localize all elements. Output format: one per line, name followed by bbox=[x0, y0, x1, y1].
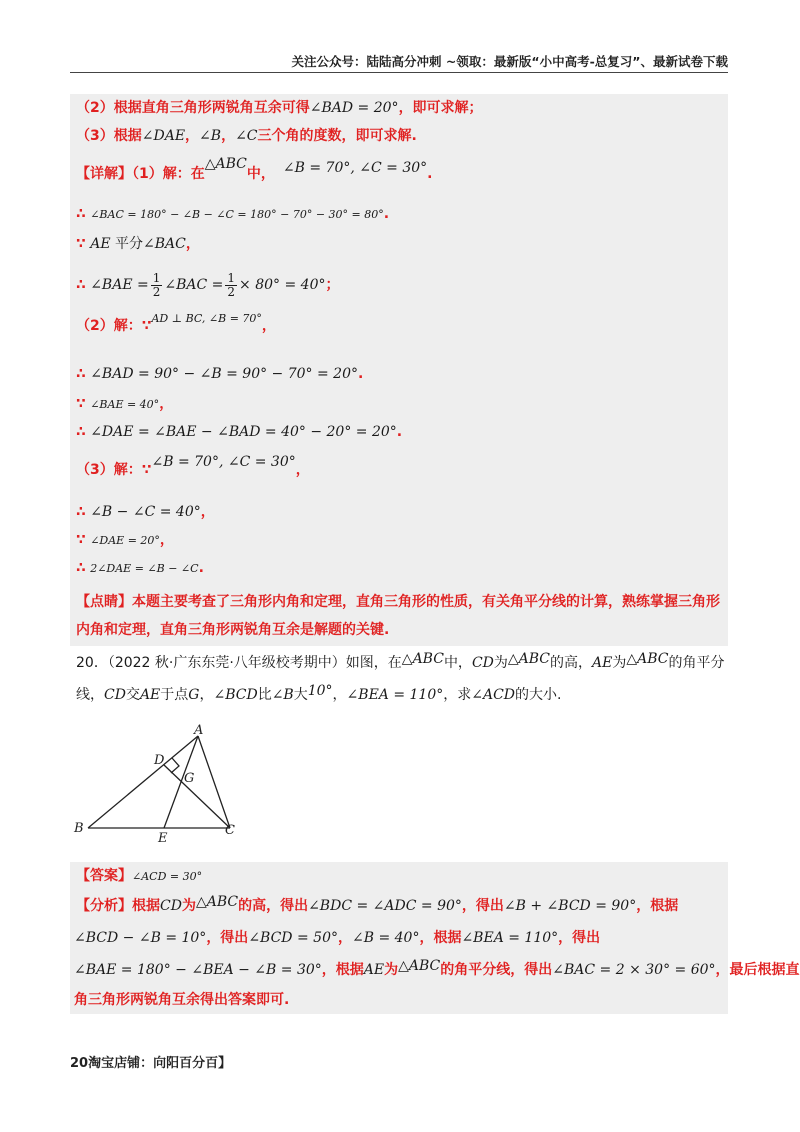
analysis-line-4: 角三角形两锐角互余得出答案即可. bbox=[74, 992, 290, 1008]
step-11: ∴ 2∠DAE = ∠B − ∠C. bbox=[76, 560, 204, 576]
label-a: A bbox=[194, 723, 204, 738]
analysis-line-1: 【分析】根据CD为△ABC的高，得出∠BDC = ∠ADC = 90°，得出∠B + ∠BCD = 90°，根据 bbox=[76, 894, 679, 914]
step-6: ∵ ∠BAE = 40°， bbox=[76, 396, 174, 412]
solution-line-3: （3）根据∠DAE，∠B，∠C三个角的度数，即可求解. bbox=[76, 128, 417, 144]
header-divider bbox=[70, 72, 728, 73]
label-b: B bbox=[74, 821, 84, 836]
label-e: E bbox=[158, 831, 168, 846]
triangle-figure bbox=[70, 720, 250, 850]
step-2: ∵ AE 平分∠BAC， bbox=[76, 236, 200, 252]
step-8: （3）解：∵∠B = 70°, ∠C = 30°， bbox=[76, 454, 310, 478]
step-9: ∴ ∠B − ∠C = 40°， bbox=[76, 504, 215, 520]
question-line-2: 线，CD交AE于点G，∠BCD比∠B大10°，∠BEA = 110°，求∠ACD的大小. bbox=[76, 683, 562, 703]
detail-heading: 【详解】（1）解：在△ABC中， ∠B = 70°, ∠C = 30°. bbox=[76, 156, 433, 182]
solution-line-2: （2）根据直角三角形两锐角互余可得∠BAD = 20°，即可求解； bbox=[76, 100, 483, 116]
side-ac bbox=[198, 736, 230, 828]
label-d: D bbox=[154, 753, 165, 768]
comment-line-1: 【点睛】本题主要考查了三角形内角和定理，直角三角形的性质，有关角平分线的计算，熟练掌握三角形 bbox=[76, 594, 720, 610]
page-header: 关注公众号：陆陆高分冲刺 ~领取：最新版“小中高考-总复习”、最新试卷下载 bbox=[291, 54, 728, 69]
step-4: （2）解：∵$^{AD \perp BC, \angle B = 70^\circ}$， bbox=[76, 312, 276, 334]
altitude-cd bbox=[164, 765, 230, 828]
answer-block bbox=[70, 862, 800, 1014]
analysis-line-3: ∠BAE = 180° − ∠BEA − ∠B = 30°，根据AE为△ABC的角平分线，得出∠BAC = 2 × 30° = 60°，最后根据直 bbox=[74, 958, 800, 978]
step-3: ∴ ∠BAE = $\frac{1}{2}$ ∠BAC = $\frac{1}{2}$ × 80° = 40°； bbox=[76, 270, 340, 299]
right-angle-mark bbox=[171, 758, 179, 773]
step-7: ∴ ∠DAE = ∠BAE − ∠BAD = 40° − 20° = 20°. bbox=[76, 424, 403, 440]
question-line-1: 20．（2022 秋·广东东莞·八年级校考期中）如图，在△ABC中，CD为△ABC的高，AE为△ABC的角平分 bbox=[76, 651, 725, 671]
step-1: ∴ ∠BAC = 180° − ∠B − ∠C = 180° − 70° − 30° = 80°. bbox=[76, 206, 390, 222]
step-10: ∵ ∠DAE = 20°， bbox=[76, 532, 174, 548]
solution-block bbox=[70, 94, 728, 646]
page-footer: 20淘宝店铺：向阳百分百】 bbox=[70, 1056, 232, 1071]
comment-line-2: 内角和定理，直角三角形两锐角互余是解题的关键. bbox=[76, 622, 390, 638]
label-c: C bbox=[225, 823, 235, 838]
analysis-line-2: ∠BCD − ∠B = 10°，得出∠BCD = 50°，∠B = 40°，根据∠BEA = 110°，得出 bbox=[74, 930, 601, 946]
answer-line: 【答案】∠ACD = 30° bbox=[76, 868, 203, 884]
step-5: ∴ ∠BAD = 90° − ∠B = 90° − 70° = 20°. bbox=[76, 366, 364, 382]
label-g: G bbox=[184, 771, 195, 786]
